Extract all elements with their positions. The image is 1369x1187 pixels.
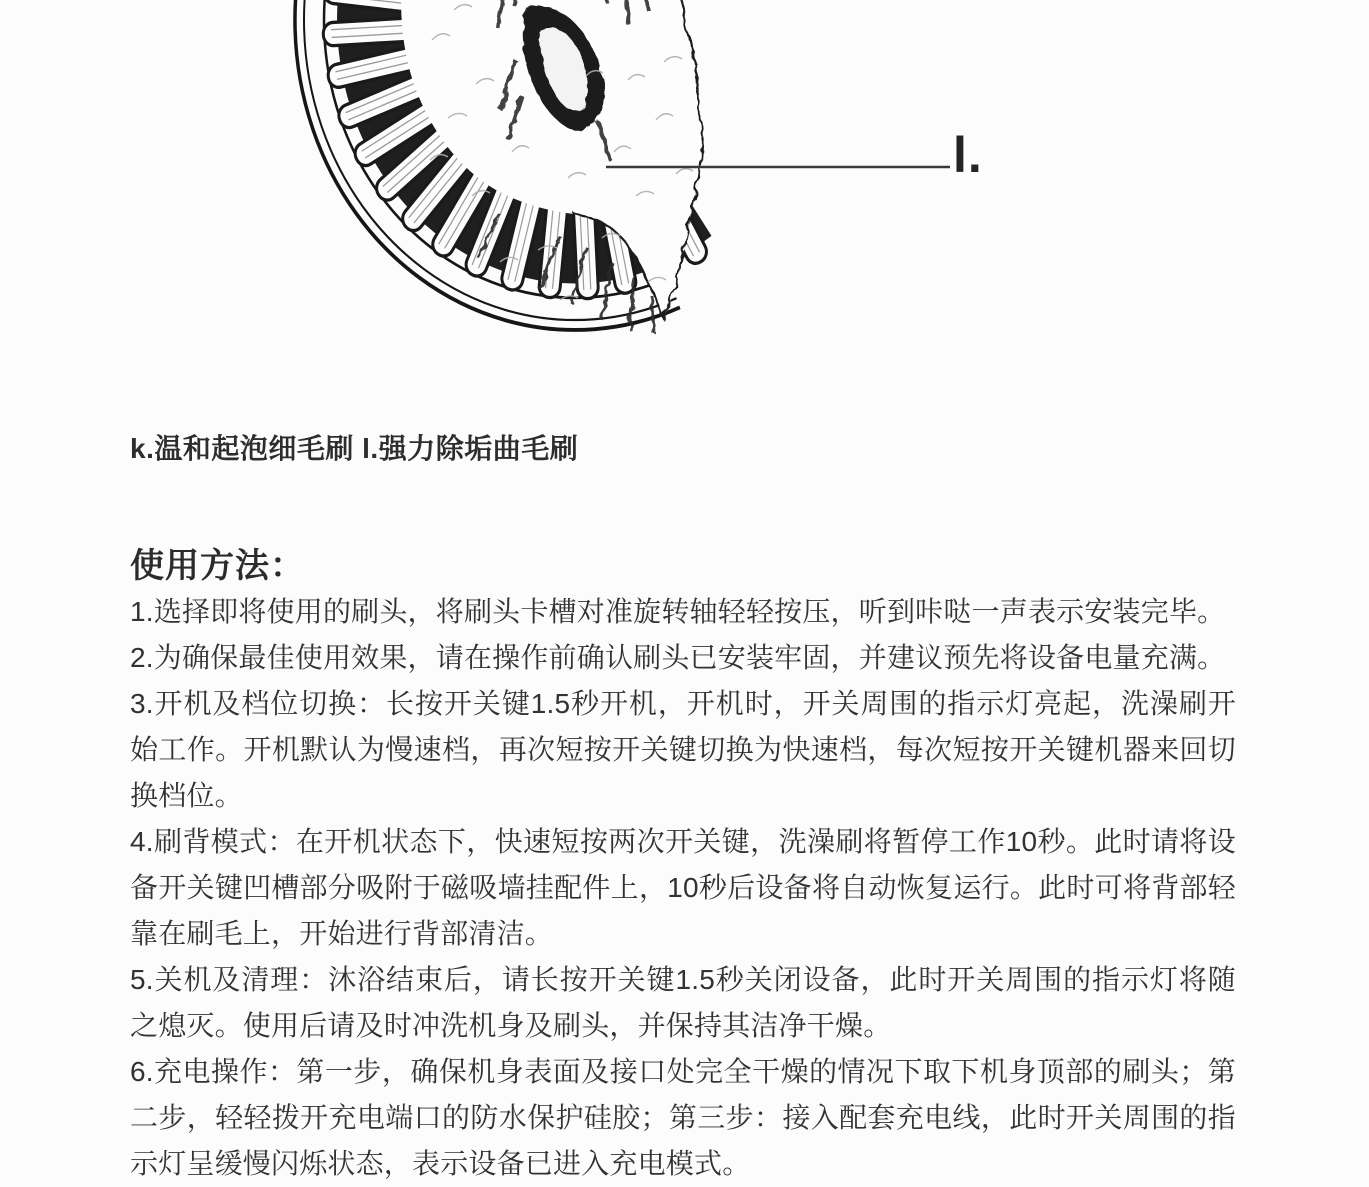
- usage-step: 3.开机及档位切换：长按开关键1.5秒开机，开机时，开关周围的指示灯亮起，洗澡刷开始工作。开机默认为慢速档，再次短按开关键切换为快速档，每次短按开关键机器来回切换档位。: [130, 688, 1236, 811]
- usage-step: 4.刷背模式：在开机状态下，快速短按两次开关键，洗澡刷将暂停工作10秒。此时请将设备开关键凹槽部分吸附于磁吸墙挂配件上，10秒后设备将自动恢复运行。此时可将背部轻靠在刷毛上，开始进行背部清洁。: [130, 826, 1236, 949]
- usage-step: 2.为确保最佳使用效果，请在操作前确认刷头已安装牢固，并建议预先将设备电量充满。: [130, 642, 1226, 673]
- usage-step: 1.选择即将使用的刷头，将刷头卡槽对准旋转轴轻轻按压，听到咔哒一声表示安装完毕。: [130, 596, 1226, 627]
- parts-caption: k.温和起泡细毛刷 l.强力除垢曲毛刷: [130, 433, 579, 464]
- callout-label: l.: [953, 127, 983, 183]
- usage-steps: [130, 589, 1236, 1187]
- usage-step: 5.关机及清理：沐浴结束后，请长按开关键1.5秒关闭设备，此时开关周围的指示灯将随之熄灭。使用后请及时冲洗机身及刷头，并保持其洁净干燥。: [130, 964, 1236, 1041]
- usage-heading: 使用方法：: [130, 547, 305, 585]
- brush-fuzzy-bristles: [401, 0, 950, 334]
- brush-head-illustration: [0, 0, 1369, 400]
- usage-step: 6.充电操作：第一步，确保机身表面及接口处完全干燥的情况下取下机身顶部的刷头；第二步，轻轻拨开充电端口的防水保护硅胶；第三步：接入配套充电线，此时开关周围的指示灯呈缓慢闪烁状态，表示设备已进入充电模式。: [130, 1056, 1236, 1179]
